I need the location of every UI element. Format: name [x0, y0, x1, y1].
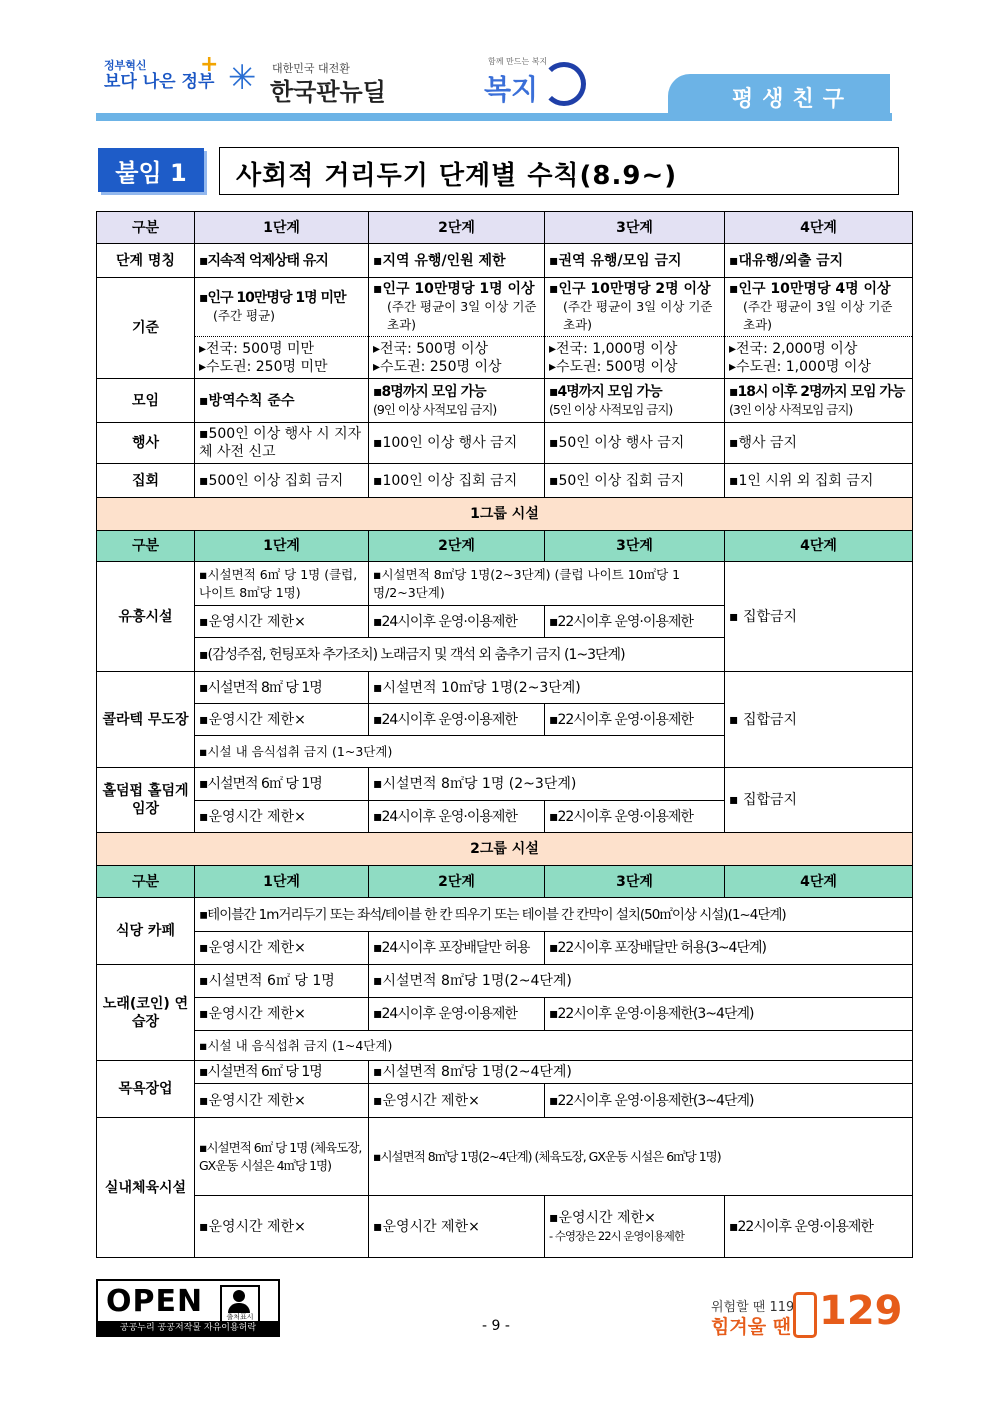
table-row: ▪시설 내 음식섭취 금지 (1~4단계) [97, 1031, 913, 1061]
table-row: ▪(감성주점, 헌팅포차 추가조치) 노래금지 및 객석 외 춤추기 금지 (1~3단계) [97, 638, 913, 672]
page-title: 사회적 거리두기 단계별 수칙(8.9~) [236, 161, 678, 191]
group-2-band: 2그룹 시설 [97, 833, 913, 866]
header-divider [96, 113, 892, 121]
table-row: 목욕장업 ▪시설면적 6㎡ 당 1명 ▪시설면적 8㎡당 1명(2~4단계) [97, 1061, 913, 1084]
star-icon: ✳ [228, 58, 257, 98]
table-row: ▪운영시간 제한× ▪24시이후 운영·이용제한 ▪22시이후 운영·이용제한 [97, 606, 913, 638]
table-row: ▪운영시간 제한× ▪24시이후 포장배달만 허용 ▪22시이후 포장배달만 허용(3~4단계) [97, 932, 913, 965]
table-row: 집회 ▪500인 이상 집회 금지 ▪100인 이상 집회 금지 ▪50인 이상 집회 금지 ▪1인 시위 외 집회 금지 [97, 464, 913, 498]
table-row: ▪운영시간 제한× ▪24시이후 운영·이용제한 ▪22시이후 운영·이용제한(3~4단계) [97, 998, 913, 1031]
group-2-header-row: 구분 1단계 2단계 3단계 4단계 [97, 866, 913, 898]
plus-icon: + [200, 52, 219, 77]
table-row: 노래(코인) 연습장 ▪시설면적 6㎡ 당 1명 ▪시설면적 8㎡당 1명(2~4단계) [97, 965, 913, 998]
table-row: 홀덤펍 홀덤게임장 ▪시설면적 6㎡ 당 1명 ▪시설면적 8㎡당 1명 (2~3단계) ▪ 집합금지 [97, 768, 913, 801]
kogl-open-license-logo: OPEN 출처표시 공공누리 공공저작물 자유이용허락 [96, 1279, 280, 1337]
table-row: 콜라텍 무도장 ▪시설면적 8㎡ 당 1명 ▪시설면적 10㎡당 1명(2~3단계) ▪ 집합금지 [97, 672, 913, 704]
header-tag: 평생친구 [668, 74, 890, 121]
attribution-icon: 출처표시 [220, 1285, 260, 1323]
group-1-header-row: 구분 1단계 2단계 3단계 4단계 [97, 531, 913, 562]
annex-label: 붙임 1 [98, 148, 204, 192]
table-row: 단계 명칭 ▪지속적 억제상태 유지 ▪지역 유행/인원 제한 ▪권역 유행/모임 금지 ▪대유행/외출 금지 [97, 244, 913, 278]
table-row: ▪시설 내 음식섭취 금지 (1~3단계) [97, 736, 913, 768]
table-row: 실내체육시설 ▪시설면적 6㎡ 당 1명 (체육도장, GX운동 시설은 4㎡당 1명) ▪시설면적 8㎡당 1명(2~4단계) (체육도장, GX운동 시설은 6㎡당 1명) [97, 1118, 913, 1196]
welfare-logo: 함께 만드는 복지 복지 [482, 56, 582, 106]
table-row: ▪운영시간 제한× ▪24시이후 운영·이용제한 ▪22시이후 운영·이용제한 [97, 704, 913, 736]
group-1-band: 1그룹 시설 [97, 498, 913, 531]
page-number: - 9 - [482, 1318, 510, 1334]
phone-icon [793, 1292, 817, 1338]
table-header-row: 구분 1단계 2단계 3단계 4단계 [97, 212, 913, 244]
table-row: ▪운영시간 제한× ▪24시이후 운영·이용제한 ▪22시이후 운영·이용제한 [97, 801, 913, 833]
distancing-rules-table [96, 211, 913, 1258]
table-row: ▪운영시간 제한× ▪운영시간 제한× ▪22시이후 운영·이용제한(3~4단계) [97, 1084, 913, 1118]
table-row: ▪운영시간 제한× ▪운영시간 제한× ▪운영시간 제한× - 수영장은 22시 운영이용제한 ▪22시이후 운영·이용제한 [97, 1196, 913, 1258]
table-row: 기준 ▪인구 10만명당 1명 미만 (주간 평균) ▪인구 10만명당 1명 이상 (주간 평균이 3일 이상 기준 초과) ▪인구 10만명당 2명 이상 (주간 평균이 3일 이상 기준 초과) ▪인구 10만명당 4명 이상 (주간 평균이 3일 이상 기준 초과) [97, 278, 913, 337]
table-row: 행사 ▪500인 이상 행사 시 지자체 사전 신고 ▪100인 이상 행사 금지 ▪50인 이상 행사 금지 ▪행사 금지 [97, 423, 913, 464]
table-row: 유흥시설 ▪시설면적 6㎡ 당 1명 (클럽, 나이트 8㎡당 1명) ▪시설면적 8㎡당 1명(2~3단계) (클럽 나이트 10㎡당 1명/2~3단계) ▪ 집합금지 [97, 562, 913, 606]
ring-icon [542, 62, 586, 106]
table-row: ▸전국: 500명 미만 ▸수도권: 250명 미만 ▸전국: 500명 이상 ▸수도권: 250명 이상 ▸전국: 1,000명 이상 ▸수도권: 500명 이상 ▸전국: 2,000명 이상 ▸수도권: 1,000명 이상 [97, 337, 913, 379]
page-header: 정부혁신 보다 나은 정부 + ✳ 대한민국 대전환 한국판뉴딜 함께 만드는 복지 복지 평생친구 [0, 0, 992, 130]
title-box [219, 147, 899, 195]
table-row: 모임 ▪방역수칙 준수 ▪8명까지 모임 가능 (9인 이상 사적모임 금지) ▪4명까지 모임 가능 (5인 이상 사적모임 금지) ▪18시 이후 2명까지 모임 가능 (3인 이상 사적모임 금지) [97, 379, 913, 423]
table-row: 식당 카페 ▪테이블간 1m거리두기 또는 좌석/테이블 한 칸 띄우기 또는 테이블 간 칸막이 설치(50㎡이상 시설)(1~4단계) [97, 898, 913, 932]
helpline-129-logo: 위험할 땐 119 힘겨울 땐 129 [711, 1288, 903, 1338]
government-innovation-logo: 정부혁신 보다 나은 정부 + [104, 52, 219, 92]
